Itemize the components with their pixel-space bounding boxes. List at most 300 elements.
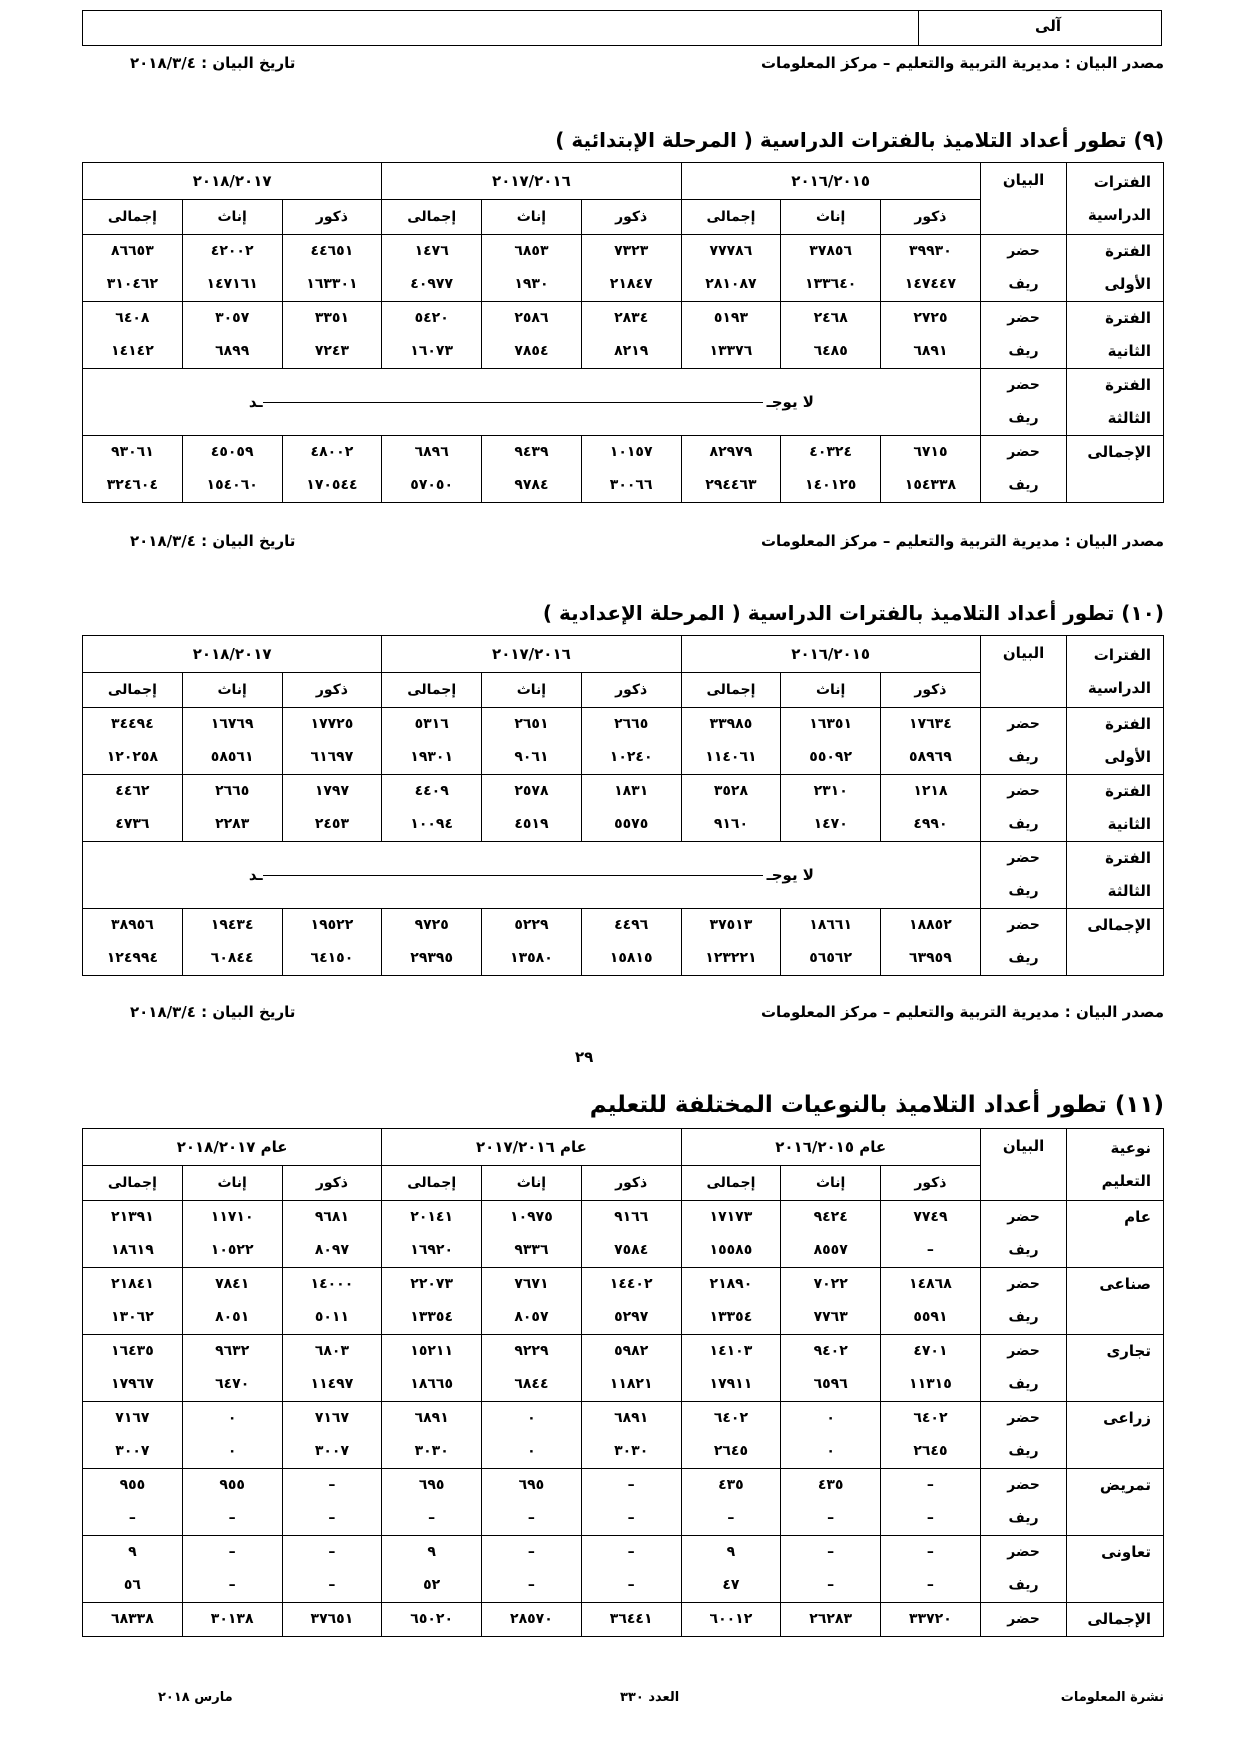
value: ٢٤٥٣ (314, 816, 350, 832)
value: ٦٨٩٦ (414, 444, 449, 460)
value-cell (881, 1603, 981, 1637)
value: ٩٣٣٦ (514, 1242, 549, 1258)
row-type: حضر (1007, 1544, 1040, 1560)
value: ١٤١٠٣ (709, 1343, 753, 1359)
subcol-header: إناث (182, 200, 282, 235)
value-cell (482, 235, 582, 302)
value-cell (182, 1268, 282, 1335)
value-cell (581, 909, 681, 976)
table10-source: مصدر البيان : مديرية التربية والتعليم – مركز المعلومات (760, 1003, 1164, 1021)
value: ٢١٨٩٠ (709, 1276, 753, 1292)
value: – (926, 1544, 934, 1560)
value: ١٠٩٧٥ (510, 1209, 553, 1225)
value: ١٩٣٠ (514, 276, 549, 292)
row-types (980, 1268, 1067, 1335)
value: ٧٧٧٨٦ (709, 243, 753, 259)
value: ٤٨٠٠٢ (310, 444, 354, 460)
value-cell (382, 909, 482, 976)
value: ٩٤٣٩ (514, 444, 549, 460)
subcol-header: ذكور (581, 1166, 681, 1201)
value: ٠ (227, 1410, 237, 1426)
top-box-divider (918, 11, 919, 45)
row-label-line (1067, 469, 1151, 502)
row-type: حضر (1007, 1209, 1040, 1225)
row-type: حضر (1007, 917, 1040, 933)
row-label-line: الفترة (1105, 782, 1151, 800)
value: ١٣٠٦٢ (111, 1309, 154, 1325)
row-type: حضر (1007, 716, 1040, 732)
value-cell (881, 775, 981, 842)
value: ٦٨٣٣٨ (111, 1611, 154, 1627)
subcol-header: إناث (182, 673, 282, 708)
value: ٩٥٥ (219, 1477, 245, 1493)
col-period-header-line: الفترات (1093, 172, 1151, 191)
value-cell (182, 436, 282, 503)
value: ٣٧٨٥٦ (809, 243, 853, 259)
row-types (980, 1201, 1067, 1268)
value: ٣٠٥٧ (215, 310, 250, 326)
value: ١٥٥٨٥ (709, 1242, 753, 1258)
value: – (228, 1510, 236, 1526)
table-row (83, 708, 1164, 775)
header-row (83, 636, 1164, 673)
value-cell (781, 1335, 881, 1402)
value: ١٨٦١٩ (111, 1242, 154, 1258)
subcol-header: إناث (781, 200, 881, 235)
value: ٥٢٩٧ (614, 1309, 649, 1325)
value: ٨٢٩٧٩ (709, 444, 753, 460)
value: ٧٣٢٣ (614, 243, 649, 259)
value: ٦٨٩١ (614, 1410, 649, 1426)
value: – (527, 1510, 535, 1526)
row-types (980, 1335, 1067, 1402)
row-label-line: الأولى (1104, 275, 1151, 293)
table9-title: (٩) تطور أعداد التلاميذ بالفترات الدراسية ( المرحلة الإبتدائية ) (555, 128, 1164, 152)
table9-source: مصدر البيان : مديرية التربية والتعليم – مركز المعلومات (760, 532, 1164, 550)
top-box (82, 10, 1162, 46)
value: ٠ (227, 1443, 237, 1459)
value: ٢٦٦٥ (614, 716, 649, 732)
value-cell (282, 1603, 382, 1637)
value: ١٢١٨ (913, 783, 948, 799)
value: ٣٢٤٦٠٤ (106, 477, 159, 493)
row-types (980, 1469, 1067, 1536)
value-cell (781, 235, 881, 302)
value: ٨٠٥١ (215, 1309, 250, 1325)
value: ٥٤٢٠ (414, 310, 449, 326)
value-cell (581, 1335, 681, 1402)
no-data-line (263, 402, 763, 403)
value-cell (482, 302, 582, 369)
value-cell (781, 1603, 881, 1637)
value: ٣٣٥١ (314, 310, 350, 326)
value-cell (781, 775, 881, 842)
value-cell (382, 1335, 482, 1402)
col-period-header-line: الفترات (1093, 645, 1151, 664)
value: ٥٥٧٥ (614, 816, 649, 832)
value: ١٥٨١٥ (609, 950, 653, 966)
value: ٤٥٠٥٩ (210, 444, 254, 460)
table-row (83, 909, 1164, 976)
value-cell (681, 302, 781, 369)
value-cell (681, 1268, 781, 1335)
value: ٧٦٧١ (514, 1276, 549, 1292)
value-cell (482, 1603, 582, 1637)
value-cell (881, 708, 981, 775)
value-cell (83, 1268, 183, 1335)
top-date: تاريخ البيان : ٢٠١٨/٣/٤ (130, 54, 296, 72)
subcol-header: إناث (781, 1166, 881, 1201)
value: ١٤٤٠٢ (609, 1276, 653, 1292)
value: ٠ (527, 1410, 536, 1426)
subcol-header: إجمالى (83, 1166, 183, 1201)
value: ٢١٣٩١ (111, 1209, 154, 1225)
value: ١٦٠٧٣ (410, 343, 454, 359)
value-cell (781, 436, 881, 503)
value: ٥٢ (423, 1577, 441, 1593)
value-cell (382, 1536, 482, 1603)
subcol-header: ذكور (581, 673, 681, 708)
value: ١٣٣٧٦ (709, 343, 753, 359)
value: – (627, 1544, 635, 1560)
value-cell (681, 708, 781, 775)
value-cell (83, 302, 183, 369)
row-types (980, 775, 1067, 842)
value: ٢٢٠٧٣ (410, 1276, 454, 1292)
value: ٢٩٤٤٦٣ (705, 477, 757, 493)
row-label-line: الثانية (1107, 342, 1151, 360)
value: ٤٧٣٦ (115, 816, 150, 832)
value: ٥٠١١ (314, 1309, 350, 1325)
value-cell (182, 708, 282, 775)
value: ٢٥٧٨ (514, 783, 549, 799)
value: ١٥٤٣٣٨ (904, 477, 957, 493)
value: ١٤٧٤٤٧ (904, 276, 957, 292)
value-cell (581, 1402, 681, 1469)
value: – (827, 1544, 835, 1560)
value: ١٧٩٧ (314, 783, 350, 799)
row-type: حضر (1007, 1276, 1040, 1292)
no-data-cell (83, 842, 981, 909)
value-cell (382, 436, 482, 503)
value-cell (182, 235, 282, 302)
value: ٢٦٤٥ (713, 1443, 749, 1459)
value-cell (681, 1603, 781, 1637)
value: ٦٣٩٥٩ (909, 950, 952, 966)
value: ٤٠٩٧٧ (410, 276, 454, 292)
value: – (627, 1510, 635, 1526)
value-cell (781, 1536, 881, 1603)
value: ٩١٦٦ (614, 1209, 649, 1225)
year-header: عام ٢٠١٦/٢٠١٥ (681, 1129, 980, 1166)
value: ٣٣٧٢٠ (909, 1611, 952, 1627)
table-row (83, 842, 1164, 909)
value: ١٣٣٥٤ (410, 1309, 454, 1325)
value: – (727, 1510, 735, 1526)
value-cell (83, 1536, 183, 1603)
value: ١٠٢٤٠ (609, 749, 653, 765)
footer-date: مارس ٢٠١٨ (158, 1690, 233, 1705)
value: – (428, 1510, 436, 1526)
value-cell (182, 1469, 282, 1536)
value-cell (83, 235, 183, 302)
value: ١٤٧٠ (813, 816, 848, 832)
value: – (328, 1510, 336, 1526)
value-cell (482, 1201, 582, 1268)
row-type: حضر (1007, 310, 1040, 326)
value: ٦٤٠٨ (115, 310, 150, 326)
value: ٢٨١٠٨٧ (705, 276, 757, 292)
row-type: ريف (1008, 343, 1039, 359)
row-type: ريف (1008, 1510, 1039, 1526)
value: ٩ (726, 1544, 736, 1560)
value-cell (482, 436, 582, 503)
subcol-header: ذكور (282, 200, 382, 235)
top-box-text: آلى (1035, 17, 1061, 35)
value: – (926, 1242, 934, 1258)
row-label-line: الفترة (1105, 715, 1151, 733)
value-cell (482, 1536, 582, 1603)
value: ٦٤٠٢ (913, 1410, 948, 1426)
value: ٩٧٨٤ (514, 477, 549, 493)
value-cell (482, 708, 582, 775)
value-cell (581, 1268, 681, 1335)
row-type: حضر (1007, 444, 1040, 460)
row-label (1067, 909, 1164, 976)
value: ١٩٤٣٤ (210, 917, 254, 933)
value: ٦٨٩١ (414, 1410, 449, 1426)
value: ٧٠٢٢ (813, 1276, 848, 1292)
value: ٤٤٩٦ (614, 917, 649, 933)
value: ٦٤٨٥ (813, 343, 848, 359)
value: ٦٠٨٤٤ (210, 950, 254, 966)
value: ٩٣٠٦١ (111, 444, 154, 460)
value: ٢٣١٠ (813, 783, 848, 799)
row-types (980, 235, 1067, 302)
row-label (1067, 369, 1164, 436)
value: ٢٩٣٩٥ (410, 950, 454, 966)
value: ٥٥٩١ (913, 1309, 948, 1325)
value: ٩٦٣٢ (215, 1343, 250, 1359)
row-types (980, 436, 1067, 503)
value: ١٨٨٥٢ (909, 917, 952, 933)
value-cell (482, 1335, 582, 1402)
value-cell (681, 1201, 781, 1268)
value: – (627, 1577, 635, 1593)
row-types (980, 302, 1067, 369)
value-cell (382, 302, 482, 369)
value: ١١٤٠٦١ (705, 749, 757, 765)
row-type: ريف (1008, 1309, 1039, 1325)
col-statement-header: البيان (980, 163, 1067, 235)
col-period-header (1067, 163, 1164, 235)
value: ١٨٦٦١ (809, 917, 853, 933)
value: ٧٢٤٣ (314, 343, 350, 359)
top-source: مصدر البيان : مديرية التربية والتعليم – مركز المعلومات (760, 54, 1164, 72)
value-cell (681, 1402, 781, 1469)
value: ٦٤١٥٠ (310, 950, 354, 966)
value: ٨٠٥٧ (514, 1309, 549, 1325)
value-cell (781, 708, 881, 775)
value: ٧٨٤١ (215, 1276, 250, 1292)
value-cell (881, 909, 981, 976)
value: ٢٨٥٧٠ (510, 1611, 553, 1627)
subcol-header: إناث (482, 673, 582, 708)
value: ١٥٢١١ (410, 1343, 454, 1359)
table9 (82, 162, 1164, 503)
no-data-line (263, 875, 763, 876)
value: ٣٨٩٥٦ (111, 917, 154, 933)
value: ٢٨٣٤ (614, 310, 649, 326)
value: ٦٤٧٠ (215, 1376, 250, 1392)
table-row (83, 775, 1164, 842)
row-label (1067, 1603, 1164, 1637)
value: ٦٥٩٦ (813, 1376, 848, 1392)
value: – (926, 1510, 934, 1526)
value-cell (182, 1402, 282, 1469)
value-cell (282, 1201, 382, 1268)
row-label (1067, 302, 1164, 369)
value-cell (282, 909, 382, 976)
value: ٣٧٦٥١ (310, 1611, 354, 1627)
value: ٥٥٠٩٢ (809, 749, 853, 765)
value: ٨٢١٩ (614, 343, 649, 359)
value-cell (83, 775, 183, 842)
subcol-header: إناث (482, 1166, 582, 1201)
row-type: حضر (1007, 1410, 1040, 1426)
page-number: ٢٩ (575, 1048, 594, 1066)
value-cell (83, 1335, 183, 1402)
value-cell (182, 1603, 282, 1637)
value: ٣٤٤٩٤ (111, 716, 154, 732)
value: ٢٥٨٦ (514, 310, 549, 326)
value: ١٧٠٥٤٤ (306, 477, 358, 493)
value-cell (581, 775, 681, 842)
header-row (83, 163, 1164, 200)
row-type: ريف (1008, 1242, 1039, 1258)
value: ١٤٧٦ (414, 243, 449, 259)
value-cell (83, 1201, 183, 1268)
value-cell (83, 1469, 183, 1536)
value: ١٤٠٠٠ (310, 1276, 354, 1292)
value: ١٤٨٦٨ (909, 1276, 952, 1292)
value: – (827, 1510, 835, 1526)
value: ٨٥٥٧ (813, 1242, 848, 1258)
value-cell (581, 1603, 681, 1637)
value-cell (581, 436, 681, 503)
value: ٢٦٥١ (514, 716, 549, 732)
value-cell (681, 775, 781, 842)
value-cell (182, 1536, 282, 1603)
value-cell (83, 909, 183, 976)
value-cell (282, 1402, 382, 1469)
subcol-header: إناث (482, 200, 582, 235)
value-cell (881, 1536, 981, 1603)
value: ١٧٦٣٤ (909, 716, 952, 732)
value: – (926, 1477, 934, 1493)
value: ٣٠٠٧ (115, 1443, 150, 1459)
col-statement-header: البيان (980, 1129, 1067, 1201)
no-data-text-end: ـد (248, 866, 263, 884)
value: ٤٠٣٢٤ (809, 444, 853, 460)
row-label (1067, 1268, 1164, 1335)
value: ١١٣١٥ (909, 1376, 952, 1392)
row-label-line: الثانية (1107, 815, 1151, 833)
value: ١٦٧٦٩ (210, 716, 254, 732)
value: ٧١٦٧ (115, 1410, 150, 1426)
row-type: ريف (1008, 1577, 1039, 1593)
value: ٢٧٢٥ (913, 310, 948, 326)
row-label (1067, 708, 1164, 775)
value-cell (182, 909, 282, 976)
value-cell (282, 708, 382, 775)
row-type: حضر (1007, 377, 1040, 393)
value: ١٦٣٣٠١ (306, 276, 358, 292)
value: ٥٢٢٩ (514, 917, 549, 933)
subcol-header: إجمالى (83, 200, 183, 235)
value: ١٧٧٢٥ (310, 716, 354, 732)
value-cell (182, 302, 282, 369)
value: ٩٠٦١ (514, 749, 549, 765)
value: ٦٨٩١ (913, 343, 948, 359)
value: ٣٠٣٠ (414, 1443, 449, 1459)
value-cell (83, 708, 183, 775)
value: ١٦٤٣٥ (111, 1343, 154, 1359)
value-cell (681, 235, 781, 302)
row-type: ريف (1008, 883, 1039, 899)
subcol-header: إجمالى (681, 673, 781, 708)
col-statement-header: البيان (980, 636, 1067, 708)
table-row (83, 1335, 1164, 1402)
year-header: ٢٠١٧/٢٠١٦ (382, 163, 681, 200)
value: ١٩٥٢٢ (310, 917, 354, 933)
value: ٦٨٥٣ (514, 243, 549, 259)
row-type: حضر (1007, 1611, 1040, 1627)
value: ٣٧٥١٣ (709, 917, 753, 933)
value: ٢٦٤٥ (913, 1443, 948, 1459)
value: ١١٧١٠ (210, 1209, 254, 1225)
row-type: ريف (1008, 276, 1039, 292)
value: ١٧١٧٣ (709, 1209, 753, 1225)
table-row (83, 1603, 1164, 1637)
subcol-header: إناث (182, 1166, 282, 1201)
value: ٣٠٣٠ (614, 1443, 649, 1459)
value: ١٠٠٩٤ (410, 816, 454, 832)
value-cell (382, 1402, 482, 1469)
row-label-line: الإجمالى (1087, 1610, 1151, 1628)
no-data-text: لا يوجـ (766, 393, 814, 411)
row-label-line: عام (1124, 1208, 1151, 1226)
value-cell (581, 235, 681, 302)
value: – (527, 1577, 535, 1593)
value-cell (681, 1536, 781, 1603)
value: ١١٤٩٧ (310, 1376, 354, 1392)
subcol-header: ذكور (581, 200, 681, 235)
row-label (1067, 436, 1164, 503)
table-row (83, 369, 1164, 436)
value: ١٥٤٠٦٠ (206, 477, 258, 493)
header-row (83, 1129, 1164, 1166)
table-row (83, 1268, 1164, 1335)
row-label-line: تعاونى (1101, 1543, 1151, 1561)
value: ٦٨٠٣ (314, 1343, 350, 1359)
value: ١٦٩٢٠ (410, 1242, 454, 1258)
year-header: ٢٠١٧/٢٠١٦ (382, 636, 681, 673)
value: ١٤١٤٢ (111, 343, 154, 359)
value: – (627, 1477, 635, 1493)
value-cell (282, 1335, 382, 1402)
value: ٤٤٦٥١ (310, 243, 354, 259)
